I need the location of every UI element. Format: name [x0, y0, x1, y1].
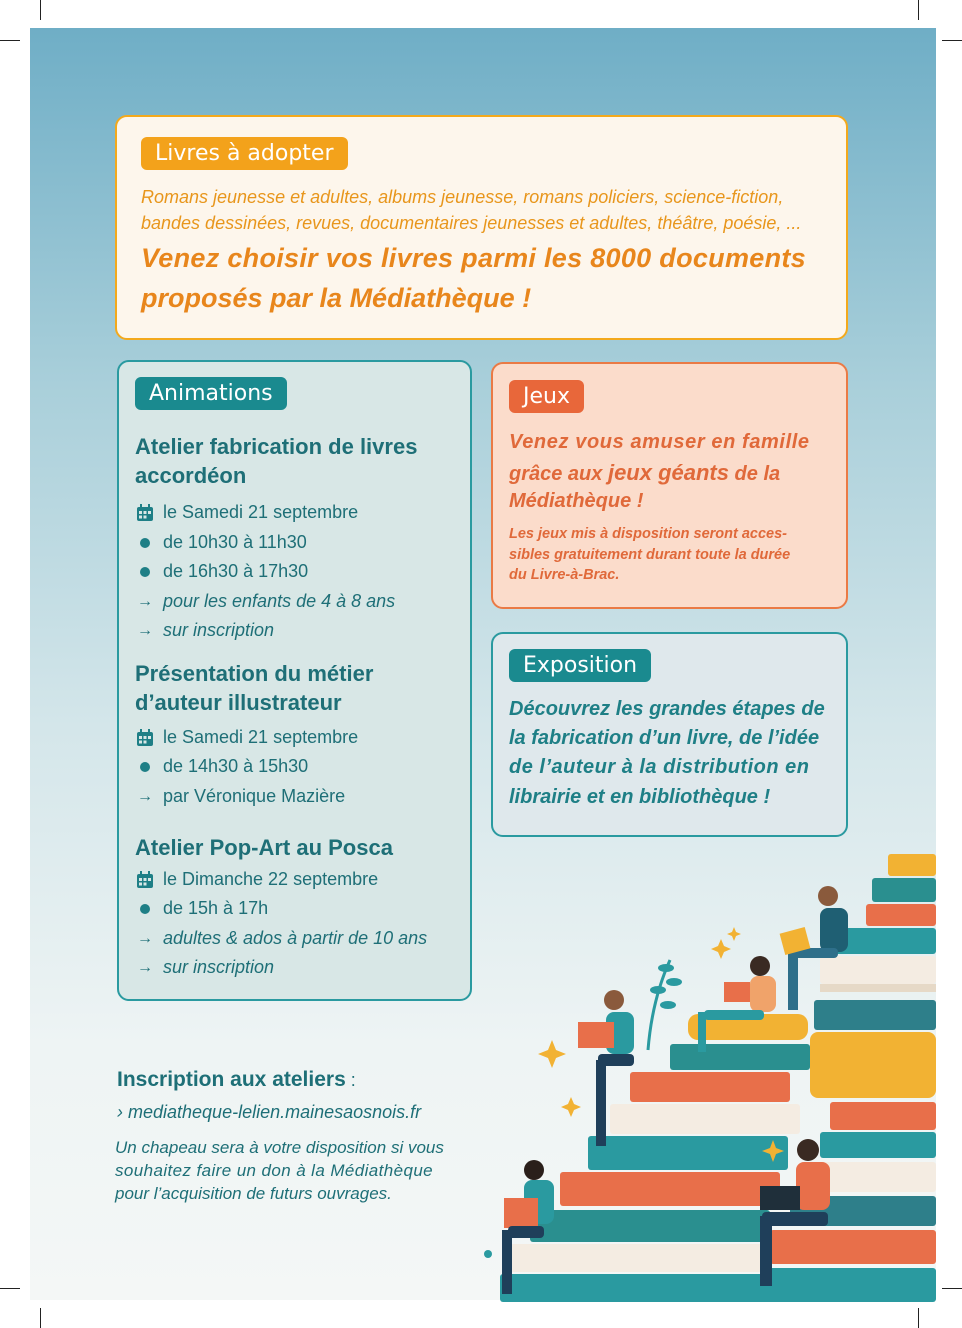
crop-mark [918, 1308, 919, 1328]
jeux-box [491, 362, 848, 609]
plant-decoration [648, 960, 682, 1050]
livres-box [115, 115, 848, 340]
atelier1-note2: → sur inscription [137, 620, 275, 640]
arrow-right-icon: → [137, 592, 153, 610]
bullet-dot-icon [135, 904, 155, 914]
crop-mark [0, 1288, 20, 1289]
exposition-tag: Exposition [509, 649, 651, 682]
expo-line-4: librairie et en bibliothèque ! [509, 786, 771, 808]
atelier1-time2: de 16h30 à 17h30 [135, 561, 308, 582]
crop-mark [942, 40, 962, 41]
arrow-right-icon: → [137, 929, 153, 947]
crop-mark [918, 0, 919, 20]
crop-mark [40, 0, 41, 20]
livres-headline-2: proposés par la Médiathèque ! [141, 283, 532, 313]
crop-mark [942, 1288, 962, 1289]
atelier1-note1: → pour les enfants de 4 à 8 ans [137, 591, 396, 611]
livres-tag: Livres à adopter [141, 137, 348, 170]
expo-line-2: la fabrication d’un livre, de l’idée [509, 727, 820, 749]
animations-tag: Animations [135, 377, 287, 410]
crop-mark [0, 40, 20, 41]
livres-genres-1: Romans jeunesse et adultes, albums jeunesse, romans policiers, science-fiction, [141, 187, 784, 207]
readers-books-illustration [470, 850, 936, 1302]
jeux-tag: Jeux [509, 380, 584, 413]
arrow-right-icon: → [137, 787, 153, 805]
bullet-dot-icon [135, 538, 155, 548]
bullet-dot-icon [135, 567, 155, 577]
crop-mark [40, 1308, 41, 1328]
arrow-right-icon: → [137, 621, 153, 639]
jeux-line-1: Venez vous amuser en famille [509, 431, 810, 453]
donation-line-3: pour l’acquisition de futurs ouvrages. [115, 1184, 392, 1203]
jeux-small-2: sibles gratuitement durant toute la durée [509, 547, 791, 563]
atelier3-note2: → sur inscription [137, 957, 275, 977]
atelier3-title: Atelier Pop-Art au Posca [135, 835, 393, 860]
atelier1-date: le Samedi 21 septembre [135, 502, 358, 523]
atelier2-title: Présentation du métier d’auteur illustrateur [135, 661, 374, 715]
livres-headline-1: Venez choisir vos livres parmi les 8000 documents [141, 243, 806, 273]
arrow-right-icon: → [137, 958, 153, 976]
atelier1-time1: de 10h30 à 11h30 [135, 532, 307, 553]
donation-line-1: Un chapeau sera à votre disposition si vous [115, 1138, 444, 1157]
calendar-icon [135, 504, 155, 522]
animations-box [117, 360, 472, 1001]
atelier3-time1: de 15h à 17h [135, 898, 268, 919]
donation-line-2: souhaitez faire un don à la Médiathèque [115, 1161, 434, 1180]
bullet-dot-icon [135, 762, 155, 772]
calendar-icon [135, 871, 155, 889]
jeux-small-1: Les jeux mis à disposition seront acces- [509, 526, 788, 542]
atelier2-note1: → par Véronique Mazière [137, 786, 346, 806]
exposition-box [491, 632, 848, 837]
expo-line-3: de l’auteur à la distribution en [509, 756, 810, 778]
expo-line-1: Découvrez les grandes étapes de [509, 698, 825, 720]
jeux-small-3: du Livre-à-Brac. [509, 567, 620, 583]
atelier1-title: Atelier fabrication de livres accordéon [135, 434, 418, 488]
atelier2-date: le Samedi 21 septembre [135, 727, 358, 748]
atelier3-note1: → adultes & ados à partir de 10 ans [137, 928, 428, 948]
jeux-line-2: grâce aux jeux géants de la [509, 460, 781, 485]
inscription-link[interactable]: › mediatheque-lelien.mainesaosnois.fr [117, 1102, 422, 1122]
livres-genres-2: bandes dessinées, revues, documentaires jeunesses et adultes, théâtre, poésie, ... [141, 213, 802, 233]
inscription-title: Inscription aux ateliers : [117, 1068, 356, 1091]
atelier2-time1: de 14h30 à 15h30 [135, 756, 308, 777]
jeux-line-3: Médiathèque ! [509, 490, 644, 512]
calendar-icon [135, 729, 155, 747]
atelier3-date: le Dimanche 22 septembre [135, 869, 378, 890]
